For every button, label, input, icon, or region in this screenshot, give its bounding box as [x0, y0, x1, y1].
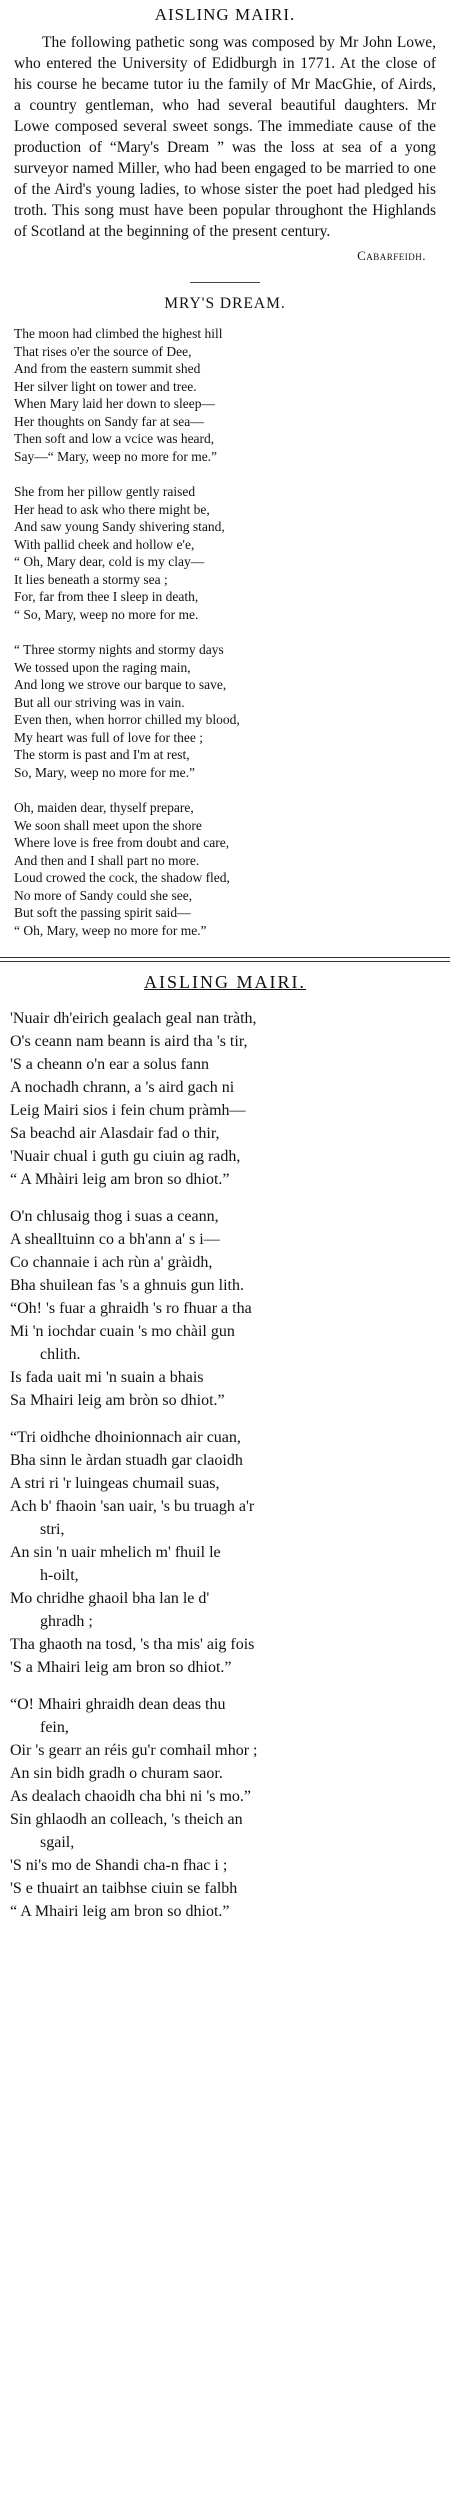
poem-line: We soon shall meet upon the shore: [14, 817, 202, 833]
poem-line: As dealach chaoidh cha bhi ni 's mo.”: [10, 1788, 252, 1805]
gaelic-stanza: [0, 1007, 450, 1191]
poem-line: An sin bidh gradh o churam saor.: [10, 1765, 223, 1782]
article-title: AISLING MAIRI.: [154, 5, 296, 24]
poem-line: Mi 'n iochdar cuain 's mo chàil gun: [10, 1323, 235, 1340]
poem-line: Her head to ask who there might be,: [14, 501, 210, 517]
poem-line: My heart was full of love for thee ;: [14, 729, 203, 745]
poem-line: The moon had climbed the highest hill: [14, 326, 223, 341]
poem-line: Loud crowed the cock, the shadow fled,: [14, 870, 230, 885]
poem-line: 'S e thuairt an taibhse ciuin se falbh: [10, 1880, 238, 1897]
poem-line: But soft the passing spirit said—: [14, 905, 191, 920]
poem-line: h-oilt,: [40, 1567, 79, 1584]
poem-line: “ So, Mary, weep no more for me.: [14, 606, 199, 622]
poem-line: “Oh! 's fuar a ghraidh 's ro fhuar a tha: [10, 1300, 252, 1317]
poem-line: That rises o'er the source of Dee,: [14, 343, 192, 359]
gaelic-stanza: [0, 1205, 450, 1412]
poem-line: And from the eastern summit shed: [14, 361, 201, 376]
poem-line: “Tri oidhche dhoinionnach air cuan,: [10, 1429, 241, 1446]
poem-line: chlith.: [40, 1346, 81, 1363]
poem-line: Oh, maiden dear, thyself prepare,: [14, 800, 194, 815]
poem-line: Say—“ Mary, weep no more for me.”: [14, 448, 218, 464]
poem-line: fein,: [40, 1719, 69, 1736]
poem-line: Tha ghaoth na tosd, 's tha mis' aig fois: [10, 1636, 255, 1653]
gaelic-poem-title: AISLING MAIRI.: [144, 972, 306, 992]
poem-line: “ Oh, Mary, weep no more for me.”: [14, 922, 207, 938]
poem-line: Her silver light on tower and tree.: [14, 378, 197, 394]
gaelic-stanza: [0, 1693, 450, 1923]
poem-line: Her thoughts on Sandy far at sea—: [14, 413, 204, 429]
poem-line: Leig Mairi sios i fein chum pràmh—: [10, 1102, 246, 1119]
poem-line: For, far from thee I sleep in death,: [14, 589, 199, 604]
poem-line: Is fada uait mi 'n suain a bhais: [10, 1369, 204, 1386]
poem-line: It lies beneath a stormy sea ;: [14, 571, 168, 587]
english-stanza: [0, 483, 450, 623]
article-intro: The following pathetic song was composed by Mr John Lowe, who entered the University of Edidburgh in 1771. At the close of his course he became tutor iu the family of Mr MacGhie, of Airds, a country gentleman, who had several beautiful daughters. Mr Lowe composed several sweet songs. The immediate cause of the production of “Mary's Dream ” was the loss at sea of a yong surveyor named Miller, who had been engaged to be married to one of the Aird's young ladies, to whose sister the poet had pledged his troth. This song must have been popular throughont the Highlands of Scotland at the beginning of the present century.: [14, 34, 436, 240]
poem-line: A stri ri 'r luingeas chumail suas,: [10, 1475, 220, 1492]
poem-line: A shealltuinn co a bh'ann a' s i—: [10, 1231, 220, 1248]
poem-line: O'n chlusaig thog i suas a ceann,: [10, 1208, 219, 1225]
poem-line: With pallid cheek and hollow e'e,: [14, 536, 195, 552]
poem-line: Where love is free from doubt and care,: [14, 835, 230, 850]
poem-line: 'S a Mhairi leig am bron so dhiot.”: [10, 1659, 232, 1676]
poem-line: A nochadh chrann, a 's aird gach ni: [10, 1079, 235, 1096]
poem-line: Sa beachd air Alasdair fad o thir,: [10, 1125, 220, 1142]
poem-line: No more of Sandy could she see,: [14, 887, 193, 903]
poem-line: She from her pillow gently raised: [14, 484, 196, 499]
poem-line: An sin 'n uair mhelich m' fhuil le: [10, 1544, 221, 1561]
poem-line: When Mary laid her down to sleep—: [14, 396, 215, 411]
section-divider: [190, 282, 260, 283]
poem-line: 'Nuair dh'eirich gealach geal nan tràth,: [10, 1010, 257, 1027]
article-signature: Cabarfeidh.: [357, 248, 426, 263]
poem-line: 'S a cheann o'n ear a solus fann: [10, 1056, 210, 1073]
poem-line: “ Oh, Mary dear, cold is my clay—: [14, 554, 205, 569]
poem-line: And long we strove our barque to save,: [14, 677, 227, 692]
english-stanza: [0, 799, 450, 939]
poem-line: “ A Mhairi leig am bron so dhiot.”: [10, 1903, 230, 1920]
poem-line: Bha sinn le àrdan stuadh gar claoidh: [10, 1452, 243, 1469]
gaelic-poem: [0, 1007, 450, 1923]
english-stanza: [0, 641, 450, 781]
poem-line: Ach b' fhaoin 'san uair, 's bu truagh a'r: [10, 1498, 255, 1515]
poem-line: “ A Mhàiri leig am bron so dhiot.”: [10, 1171, 230, 1188]
poem-line: Then soft and low a vcice was heard,: [14, 431, 215, 446]
gaelic-stanza: [0, 1426, 450, 1679]
poem-line: The storm is past and I'm at rest,: [14, 747, 190, 762]
poem-line: O's ceann nam beann is aird tha 's tir,: [10, 1033, 248, 1050]
poem-line: Bha shuilean fas 's a ghnuis gun lith.: [10, 1277, 244, 1294]
poem-line: “ Three stormy nights and stormy days: [14, 642, 224, 657]
poem-line: sgail,: [40, 1834, 75, 1851]
double-rule-divider: [0, 957, 450, 962]
poem-line: Mo chridhe ghaoil bha lan le d': [10, 1590, 210, 1607]
english-stanza: [0, 325, 450, 465]
poem-line: But all our striving was in vain.: [14, 694, 185, 710]
poem-line: So, Mary, weep no more for me.”: [14, 764, 195, 780]
poem-line: We tossed upon the raging main,: [14, 659, 191, 675]
poem-line: 'S ni's mo de Shandi cha-n fhac i ;: [10, 1857, 228, 1874]
poem-line: “O! Mhairi ghraidh dean deas thu: [10, 1696, 226, 1713]
poem-line: stri,: [40, 1521, 65, 1538]
poem-line: Sin ghlaodh an colleach, 's theich an: [10, 1811, 243, 1828]
poem-line: And then and I shall part no more.: [14, 852, 200, 868]
poem-line: 'Nuair chual i guth gu ciuin ag radh,: [10, 1148, 241, 1165]
poem-line: And saw young Sandy shivering stand,: [14, 519, 225, 534]
poem-line: Even then, when horror chilled my blood,: [14, 712, 240, 727]
english-poem: [0, 325, 450, 939]
poem-line: Sa Mhairi leig am bròn so dhiot.”: [10, 1392, 225, 1409]
english-poem-title: MRY'S DREAM.: [164, 295, 286, 312]
poem-line: Oir 's gearr an réis gu'r comhail mhor ;: [10, 1742, 258, 1759]
poem-line: Co channaie i ach rùn a' gràidh,: [10, 1254, 213, 1271]
poem-line: ghradh ;: [40, 1613, 93, 1630]
